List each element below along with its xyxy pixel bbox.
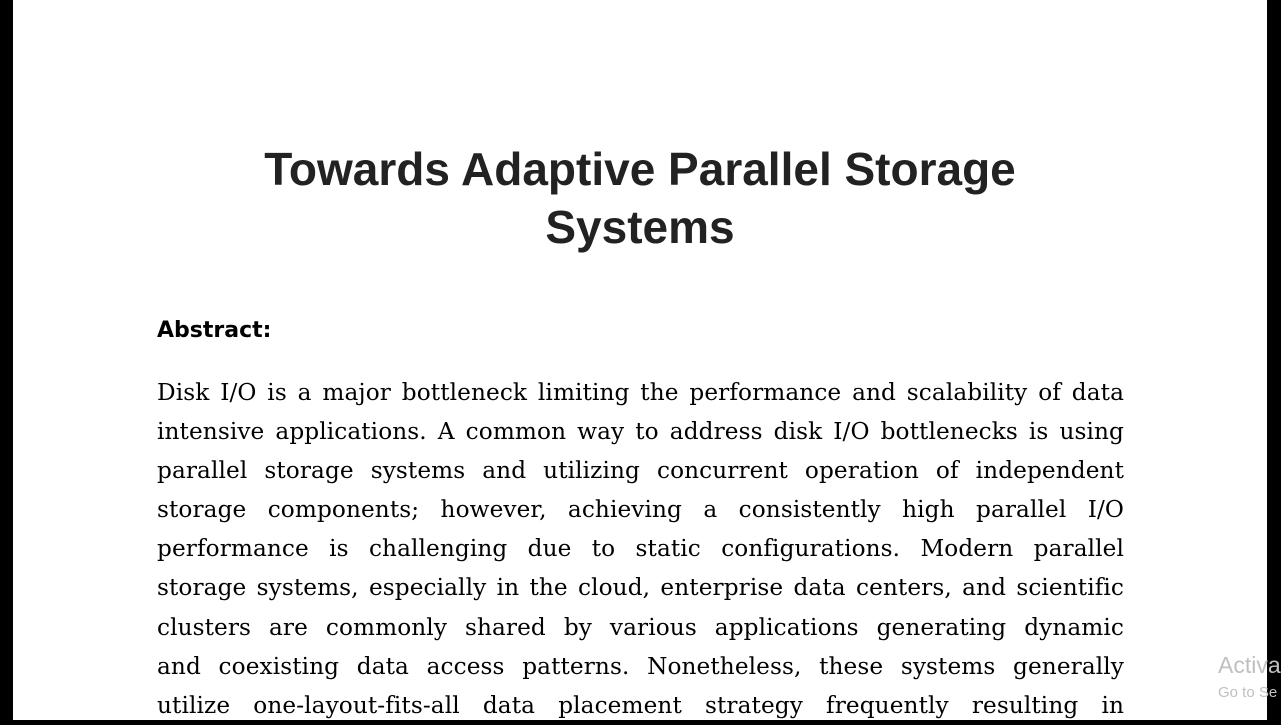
watermark-title: Activa bbox=[1218, 652, 1281, 678]
abstract-line: storage components; however, achieving a consistently high parallel I/O bbox=[157, 496, 1124, 524]
activation-watermark bbox=[1218, 650, 1281, 704]
document-title bbox=[13, 140, 1267, 256]
title-line-2: Systems bbox=[545, 201, 735, 253]
abstract-body bbox=[157, 373, 1124, 725]
abstract-line: utilize one-layout-fits-all data placement strategy frequently resulting in bbox=[157, 691, 1124, 719]
abstract-line: parallel storage systems and utilizing concurrent operation of independent bbox=[157, 457, 1124, 485]
watermark-subtitle: Go to Se bbox=[1218, 684, 1278, 701]
document-page bbox=[13, 0, 1281, 720]
abstract-line: and coexisting data access patterns. Nonetheless, these systems generally bbox=[157, 652, 1124, 680]
abstract-line: Disk I/O is a major bottleneck limiting the performance and scalability of data bbox=[157, 379, 1124, 406]
abstract-line: storage systems, especially in the cloud, enterprise data centers, and scientific bbox=[157, 574, 1124, 602]
title-line-1: Towards Adaptive Parallel Storage bbox=[264, 143, 1016, 195]
abstract-line: clusters are commonly shared by various applications generating dynamic bbox=[157, 613, 1124, 641]
abstract-line: intensive applications. A common way to address disk I/O bottlenecks is using bbox=[157, 418, 1124, 446]
abstract-line: performance is challenging due to static configurations. Modern parallel bbox=[157, 535, 1124, 563]
abstract-heading: Abstract: bbox=[157, 318, 272, 343]
